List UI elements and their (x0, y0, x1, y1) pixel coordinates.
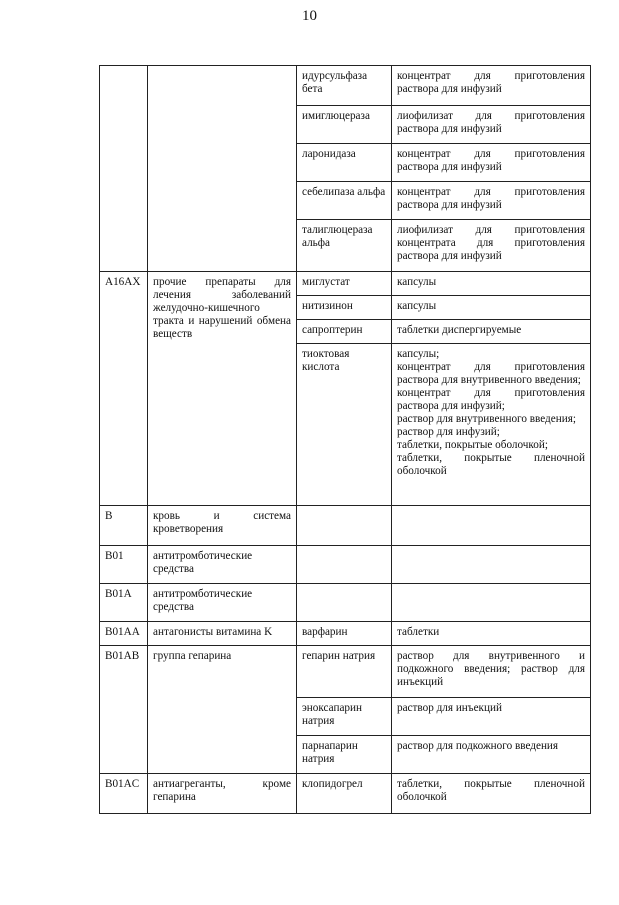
page-number: 10 (302, 8, 317, 24)
table-row (100, 622, 591, 646)
dosage-form: концентрат для приготовления раствора для инфузий (392, 182, 591, 220)
drug-name-empty (297, 546, 392, 584)
table-row (100, 272, 591, 296)
dosage-form: раствор для внутривенного и подкожного введения; раствор для инъекций (392, 646, 591, 698)
atc-group: антитромботические средства (148, 546, 297, 584)
dosage-form-list (392, 344, 591, 506)
atc-code: A16AX (100, 272, 148, 506)
atc-code: B01AB (100, 646, 148, 774)
drug-name-empty (297, 506, 392, 546)
dosage-form-item: раствор для инфузий; (397, 426, 500, 438)
dosage-form: таблетки (392, 622, 591, 646)
dosage-form-item: концентрат для приготовления раствора для инфузий; (397, 387, 585, 412)
dosage-form: раствор для подкожного введения (392, 736, 591, 774)
atc-group: прочие препараты для лечения заболеваний желудочно-кишечного тракта и нарушений обмена веществ (148, 272, 297, 506)
table-row (100, 774, 591, 814)
atc-group: группа гепарина (148, 646, 297, 774)
dosage-form: таблетки диспергируемые (392, 320, 591, 344)
table-row (100, 646, 591, 698)
dosage-form: концентрат для приготовления раствора для инфузий (392, 66, 591, 106)
drug-name: тиоктовая кислота (297, 344, 392, 506)
dosage-form: концентрат для приготовления раствора для инфузий (392, 144, 591, 182)
drug-list-table (99, 65, 591, 814)
dosage-form: лиофилизат для приготовления раствора для инфузий (392, 106, 591, 144)
table-row (100, 66, 591, 106)
dosage-form-empty (392, 506, 591, 546)
atc-group: антагонисты витамина K (148, 622, 297, 646)
dosage-form: капсулы (392, 296, 591, 320)
atc-code: B01AA (100, 622, 148, 646)
dosage-form: раствор для инъекций (392, 698, 591, 736)
atc-group: кровь и система кроветворения (148, 506, 297, 546)
drug-name: имиглюцераза (297, 106, 392, 144)
dosage-form: капсулы (392, 272, 591, 296)
atc-group-cell (148, 66, 297, 272)
drug-name: себелипаза альфа (297, 182, 392, 220)
drug-name: талиглюцераза альфа (297, 220, 392, 272)
atc-code: B (100, 506, 148, 546)
dosage-form-item: таблетки, покрытые пленочной оболочкой (397, 452, 585, 477)
drug-name: парнапарин натрия (297, 736, 392, 774)
table-row (100, 506, 591, 546)
drug-name: ларонидаза (297, 144, 392, 182)
dosage-form-item: раствор для внутривенного введения; (397, 413, 576, 425)
drug-name: миглустат (297, 272, 392, 296)
drug-name: нитизинон (297, 296, 392, 320)
atc-group: антиагреганты, кроме гепарина (148, 774, 297, 814)
drug-name: сапроптерин (297, 320, 392, 344)
table-row (100, 584, 591, 622)
atc-code-cell (100, 66, 148, 272)
drug-name: идурсульфаза бета (297, 66, 392, 106)
drug-name: гепарин натрия (297, 646, 392, 698)
dosage-form: таблетки, покрытые пленочной оболочкой (392, 774, 591, 814)
dosage-form-empty (392, 546, 591, 584)
drug-name: эноксапарин натрия (297, 698, 392, 736)
dosage-form-item: концентрат для приготовления раствора для внутривенного введения; (397, 361, 585, 386)
atc-code: B01A (100, 584, 148, 622)
atc-code: B01AC (100, 774, 148, 814)
dosage-form-item: таблетки, покрытые оболочкой; (397, 439, 548, 451)
dosage-form-empty (392, 584, 591, 622)
drug-name: клопидогрел (297, 774, 392, 814)
atc-group: антитромботические средства (148, 584, 297, 622)
dosage-form-item: капсулы; (397, 348, 440, 360)
drug-name-empty (297, 584, 392, 622)
drug-name: варфарин (297, 622, 392, 646)
atc-code: B01 (100, 546, 148, 584)
table-row (100, 546, 591, 584)
dosage-form: лиофилизат для приготовления концентрата для приготовления раствора для инфузий (392, 220, 591, 272)
